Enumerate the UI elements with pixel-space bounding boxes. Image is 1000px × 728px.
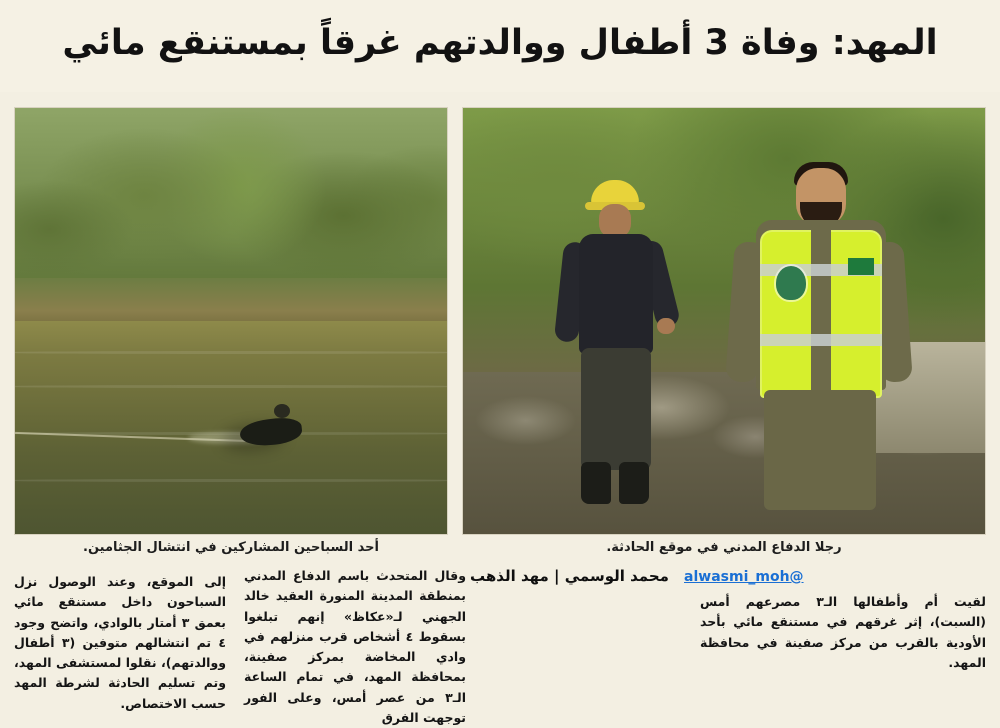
- water-ripple: [14, 351, 448, 354]
- firefighter-figure: [557, 180, 677, 510]
- vest-stripe: [760, 334, 882, 346]
- photo-right-civil-defense: [462, 107, 986, 535]
- torso: [579, 234, 653, 354]
- officer-figure: [724, 168, 914, 513]
- water-surface: [15, 321, 447, 534]
- trousers: [581, 348, 651, 470]
- water-ripple: [14, 479, 448, 482]
- boot-left: [581, 462, 611, 504]
- water-ripple: [14, 385, 448, 388]
- headline-band: [0, 0, 1000, 92]
- hand: [657, 318, 675, 334]
- tree-line: [15, 108, 447, 304]
- body-column-last: إلى الموقع، وعند الوصول نزل السباحون داخل مستنقع مائي بعمق ٣ أمتار بالوادي، واتضح وجود ٤ تم انتشالهم متوفين (٣ أطفال ووالدتهم)، نقلوا لمستشفى المهد، وتم تسليم الحادثة لشرطة المهد حسب الاختصاص.: [14, 574, 226, 711]
- photo-left-art: [15, 108, 447, 534]
- caption-right: رجلا الدفاع المدني في موقع الحادثة.: [606, 540, 842, 555]
- flag-patch-icon: [848, 258, 874, 275]
- page-title: المهد: وفاة 3 أطفال ووالدتهم غرقاً بمستنقع مائي: [62, 23, 938, 63]
- agency-badge-icon: [776, 266, 806, 300]
- body-column-lead: لقيت أم وأطفالها الـ٣ مصرعهم أمس (السبت)، إثر غرقهم في مستنقع مائي بأحد الأودية بالقرب من مركز صفينة في محافظة المهد.: [700, 594, 986, 670]
- boot-right: [619, 462, 649, 504]
- photo-left-swimmer: [14, 107, 448, 535]
- hi-vis-vest: [760, 230, 882, 398]
- photo-right-art: [463, 108, 985, 534]
- reporter-name: محمد الوسمي | مهد الذهب: [470, 567, 669, 585]
- trousers: [764, 390, 876, 510]
- twitter-handle-link[interactable]: @alwasmi_moh: [684, 569, 804, 585]
- body-column-middle: وقال المتحدث باسم الدفاع المدني بمنطقة المدينة المنورة العقيد خالد الجهني لـ«عكاظ» إنهم تبلغوا بسقوط ٤ أشخاص قرب منزلهم في وادي المخاضة بمركز صفينة، بمحافظة المهد، في تمام الساعة الـ٣ من عصر أمس، وعلى الفور توجهت الفرق: [244, 568, 466, 725]
- byline: [470, 566, 990, 585]
- face: [599, 204, 631, 238]
- caption-left: أحد السباحين المشاركين في انتشال الجثامين.: [83, 540, 379, 555]
